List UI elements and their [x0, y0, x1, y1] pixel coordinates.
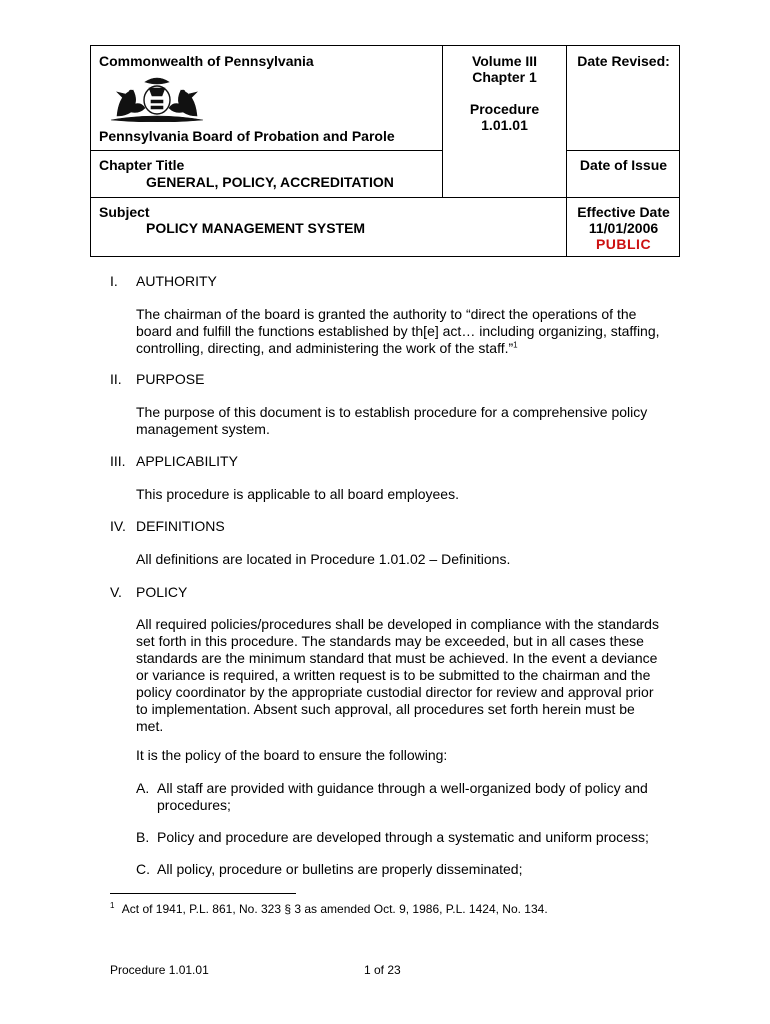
procedure-number: 1.01.01 — [481, 117, 528, 133]
header-row-line-2 — [90, 197, 680, 198]
org-name: Commonwealth of Pennsylvania — [99, 53, 314, 69]
pennsylvania-seal-icon — [107, 76, 207, 122]
authority-line-2: board and fulfill the functions established by th[e] act… including organizing, staffing, — [136, 323, 660, 339]
item-line-2: procedures; — [157, 797, 231, 813]
policy-line: All required policies/procedures shall be developed in compliance with the standards — [136, 616, 659, 632]
effective-date-label: Effective Date — [577, 204, 670, 220]
volume-label: Volume III — [471, 53, 538, 69]
header-row-line-1b — [566, 150, 680, 151]
section-heading-authority — [110, 273, 217, 290]
purpose-line-2: management system. — [136, 421, 270, 437]
item-letter: B. — [136, 829, 150, 845]
subject-label: Subject — [99, 204, 150, 220]
board-name: Pennsylvania Board of Probation and Parole — [99, 128, 395, 144]
footer-procedure: Procedure 1.01.01 — [110, 963, 209, 977]
item-letter: C. — [136, 861, 150, 877]
chapter-title-label: Chapter Title — [99, 157, 185, 173]
purpose-line-1: The purpose of this document is to establish procedure for a comprehensive policy — [136, 404, 648, 420]
footnote-separator — [110, 893, 296, 894]
effective-date: 11/01/2006 — [588, 220, 659, 236]
section-title: AUTHORITY — [136, 273, 217, 289]
chapter-title: GENERAL, POLICY, ACCREDITATION — [146, 174, 394, 190]
section-number: I. — [110, 273, 118, 289]
section-heading-definitions — [110, 518, 225, 535]
item-line-1: All staff are provided with guidance through a well-organized body of policy and — [157, 780, 648, 796]
footer-page-number: 1 of 23 — [364, 963, 401, 977]
policy-line: met. — [136, 718, 164, 734]
section-heading-purpose — [110, 371, 204, 388]
date-revised-label: Date Revised: — [577, 53, 670, 69]
section-title: DEFINITIONS — [136, 518, 225, 534]
section-title: PURPOSE — [136, 371, 205, 387]
header-row-line-1 — [90, 150, 443, 151]
footnote-reference: 1 — [513, 340, 518, 350]
applicability-paragraph: This procedure is applicable to all board employees. — [136, 486, 459, 502]
subject-title: POLICY MANAGEMENT SYSTEM — [146, 220, 366, 236]
item-line-1: All policy, procedure or bulletins are properly disseminated; — [157, 861, 523, 877]
policy-line: policy coordinator by the appropriate custodial director for review and approval prior — [136, 684, 654, 700]
definitions-paragraph: All definitions are located in Procedure 1.01.02 – Definitions. — [136, 551, 511, 567]
authority-line-1: The chairman of the board is granted the authority to “direct the operations of the — [136, 306, 637, 322]
chapter-label: Chapter 1 — [472, 69, 537, 85]
section-title: POLICY — [136, 584, 188, 600]
policy-line: standards are the minimum standard that must be achieved. In the event a deviance — [136, 650, 658, 666]
section-heading-policy — [110, 584, 187, 601]
date-of-issue-label: Date of Issue — [579, 157, 668, 173]
section-number: V. — [110, 584, 122, 600]
section-number: IV. — [110, 518, 126, 534]
authority-paragraph — [136, 306, 666, 357]
policy-intro: It is the policy of the board to ensure the following: — [136, 747, 448, 763]
section-title: APPLICABILITY — [136, 453, 238, 469]
item-letter: A. — [136, 780, 150, 796]
policy-line: set forth in this procedure. The standards may be exceeded, but in all cases these — [136, 633, 644, 649]
item-line-1: Policy and procedure are developed through a systematic and uniform process; — [157, 829, 649, 845]
policy-line: or variance is required, a written request is to be submitted to the chairman and the — [136, 667, 651, 683]
section-number: II. — [110, 371, 122, 387]
section-number: III. — [110, 453, 126, 469]
procedure-label: Procedure — [469, 101, 540, 117]
classification-badge: PUBLIC — [595, 236, 652, 252]
authority-line-3: controlling, directing, and administering the work of the staff.” — [136, 340, 514, 356]
footnote — [110, 902, 548, 916]
policy-paragraph — [136, 616, 666, 735]
footnote-mark: 1 — [110, 901, 115, 910]
section-heading-applicability — [110, 453, 238, 470]
policy-line: to implementation. Absent such approval, all procedures set forth herein must be — [136, 701, 635, 717]
footnote-text: Act of 1941, P.L. 861, No. 323 § 3 as amended Oct. 9, 1986, P.L. 1424, No. 134. — [121, 902, 548, 916]
purpose-paragraph — [136, 404, 666, 438]
